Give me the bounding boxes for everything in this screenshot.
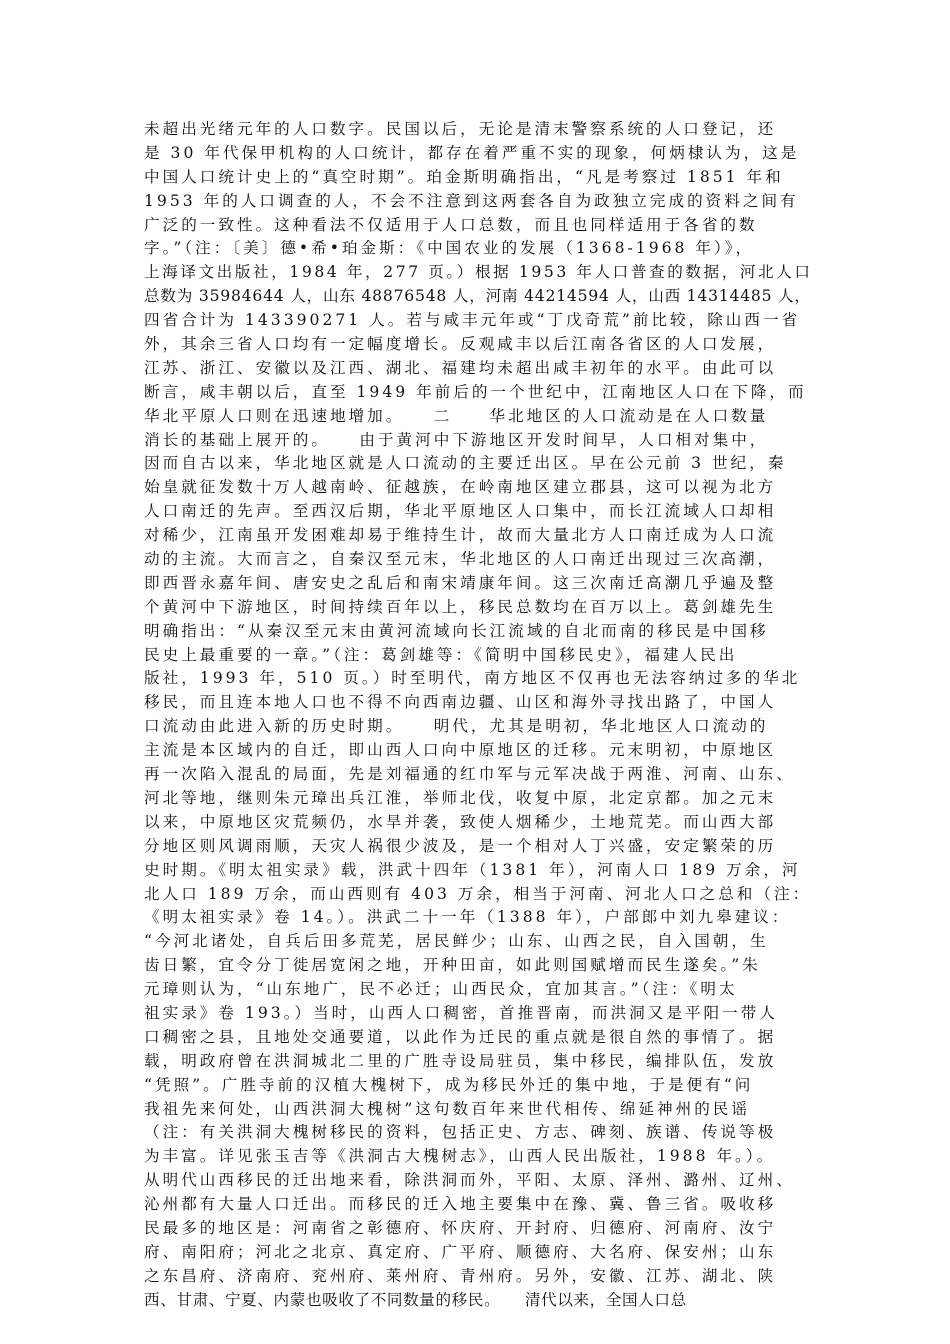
- text-line: 1953 年的人口调查的人，不会不注意到这两套各自为政独立完成的资料之间有: [144, 191, 799, 210]
- text-line: 为丰富。详见张玉吉等《洪洞古大槐树志》，山西人民出版社，1988 年。）。: [144, 1147, 776, 1166]
- text-line: 断言，咸丰朝以后，直至 1949 年前后的一个世纪中，江南地区人口在下降，而: [144, 382, 807, 401]
- text-line: 之东昌府、济南府、兖州府、莱州府、青州府。另外，安徽、江苏、湖北、陕: [144, 1266, 777, 1285]
- text-line: 总数为 35984644 人，山东 48876548 人，河南 44214594 人，山西 14314485 人，: [144, 287, 811, 306]
- text-line: 明确指出：“从秦汉至元末由黄河流域向长江流域的自北而南的移民是中国移: [144, 621, 769, 640]
- text-line: 沁州都有大量人口迁出。而移民的迁入地主要集中在豫、冀、鲁三省。吸收移: [144, 1195, 777, 1214]
- text-line: 是 30 年代保甲机构的人口统计，都存在着严重不实的现象，何炳棣认为，这是: [144, 143, 800, 162]
- text-line: 齿日繁，宜令分丁徙居宽闲之地，开种田亩，如此则国赋增而民生遂矣。”朱: [144, 956, 761, 975]
- text-line: 《明太祖实录》卷 14。）。洪武二十一年（1388 年），户部郎中刘九皋建议：: [144, 908, 791, 927]
- text-line: 主流是本区域内的自迁，即山西人口向中原地区的迁移。元末明初，中原地区: [144, 741, 777, 760]
- text-line: 个黄河中下游地区，时间持续百年以上，移民总数均在百万以上。葛剑雄先生: [144, 597, 777, 616]
- text-line: 府、南阳府；河北之北京、真定府、广平府、顺德府、大名府、保安州；山东: [144, 1242, 777, 1261]
- text-line: 我祖先来何处，山西洪洞大槐树”这句数百年来世代相传、绵延神州的民谣: [144, 1099, 750, 1118]
- text-line: 华北平原人口则在迅速地增加。 二 华北地区的人口流动是在人口数量: [144, 406, 769, 425]
- text-line: 未超出光绪元年的人口数字。民国以后，无论是清末警察系统的人口登记，还: [144, 120, 777, 138]
- text-line: 移民，而且连本地人口也不得不向西南边疆、山区和海外寻找出路了，中国人: [144, 693, 777, 712]
- text-line: “今河北诸处，自兵后田多荒芜，居民鲜少；山东、山西之民，自入国朝，生: [144, 932, 769, 951]
- text-line: 口流动由此进入新的历史时期。 明代，尤其是明初，华北地区人口流动的: [144, 717, 769, 736]
- text-line: 分地区则风调雨顺，天灾人祸很少波及，是一个相对人丁兴盛，安定繁荣的历: [144, 836, 777, 855]
- text-line: 始皇就征发数十万人越南岭、征越族，在岭南地区建立郡县，这可以视为北方: [144, 478, 777, 497]
- text-line: 字。”（注：〔美〕德•希•珀金斯：《中国农业的发展（1368-1968 年）》，: [144, 239, 755, 258]
- text-line: 因而自古以来，华北地区就是人口流动的主要迁出区。早在公元前 3 世纪，秦: [144, 454, 787, 473]
- text-line: 对稀少，江南虽开发困难却易于维持生计，故而大量北方人口南迁成为人口流: [144, 526, 777, 545]
- text-line: 人口南迁的先声。至西汉后期，华北平原地区人口集中，而长江流域人口却相: [144, 502, 777, 521]
- text-line: 河北等地，继则朱元璋出兵江淮，举师北伐，收复中原，北定京都。加之元末: [144, 788, 777, 807]
- text-line: 西、甘肃、宁夏、内蒙也吸收了不同数量的移民。 清代以来，全国人口总: [144, 1290, 687, 1309]
- text-line: “凭照”。广胜寺前的汉植大槐树下，成为移民外迁的集中地，于是便有“问: [144, 1075, 754, 1094]
- text-line: 消长的基础上展开的。 由于黄河中下游地区开发时间早，人口相对集中，: [144, 430, 769, 449]
- text-line: 民最多的地区是：河南省之彰德府、怀庆府、开封府、归德府、河南府、汝宁: [144, 1218, 777, 1237]
- text-line: 外，其余三省人口均有一定幅度增长。反观咸丰以后江南各省区的人口发展，: [144, 335, 777, 354]
- text-line: 载，明政府曾在洪洞城北二里的广胜寺设局驻员，集中移民，编排队伍，发放: [144, 1051, 777, 1070]
- body-text: [144, 118, 813, 1313]
- text-line: 即西晋永嘉年间、唐安史之乱后和南宋靖康年间。这三次南迁高潮几乎遍及整: [144, 573, 777, 592]
- text-line: 广泛的一致性。这种看法不仅适用于人口总数，而且也同样适用于各省的数: [144, 215, 758, 234]
- text-line: 再一次陷入混乱的局面，先是刘福通的红巾军与元军决战于两淮、河南、山东、: [144, 765, 795, 784]
- text-line: 北人口 189 万余，而山西则有 403 万余，相当于河南、河北人口之总和（注：: [144, 884, 812, 903]
- text-line: 版社，1993 年，510 页。）时至明代，南方地区不仅再也无法容纳过多的华北: [144, 669, 801, 688]
- text-line: 中国人口统计史上的“真空时期”。珀金斯明确指出，“凡是考察过 1851 年和: [144, 167, 784, 186]
- text-line: 民史上最重要的一章。”（注：葛剑雄等：《简明中国移民史》，福建人民出: [144, 645, 738, 664]
- text-line: 江苏、浙江、安徽以及江西、湖北、福建均未超出咸丰初年的水平。由此可以: [144, 358, 777, 377]
- text-line: 四省合计为 143390271 人。若与咸丰元年或“丁戊奇荒”前比较，除山西一省: [144, 311, 801, 330]
- text-line: 元璋则认为，“山东地广，民不必迁；山西民众，宜加其言。”（注：《明太: [144, 980, 738, 999]
- text-line: 史时期。《明太祖实录》载，洪武十四年（1381 年），河南人口 189 万余，河: [144, 860, 801, 879]
- text-line: 祖实录》卷 193。）当时，山西人口稠密，首推晋南，而洪洞又是平阳一带人: [144, 1003, 778, 1022]
- text-line: 从明代山西移民的迁出地来看，除洪洞而外，平阳、太原、泽州、潞州、辽州、: [144, 1171, 795, 1190]
- text-line: 口稠密之县，且地处交通要道，以此作为迁民的重点就是很自然的事情了。据: [144, 1027, 777, 1046]
- text-line: 上海译文出版社，1984 年，277 页。）根据 1953 年人口普查的数据，河北人口: [144, 263, 813, 282]
- text-line: （注：有关洪洞大槐树移民的资料，包括正史、方志、碑刻、族谱、传说等极: [144, 1123, 777, 1142]
- text-line: 以来，中原地区灾荒频仍，水旱并袭，致使人烟稀少，土地荒芜。而山西大部: [144, 812, 777, 831]
- text-line: 动的主流。大而言之，自秦汉至元末，华北地区的人口南迁出现过三次高潮，: [144, 550, 777, 569]
